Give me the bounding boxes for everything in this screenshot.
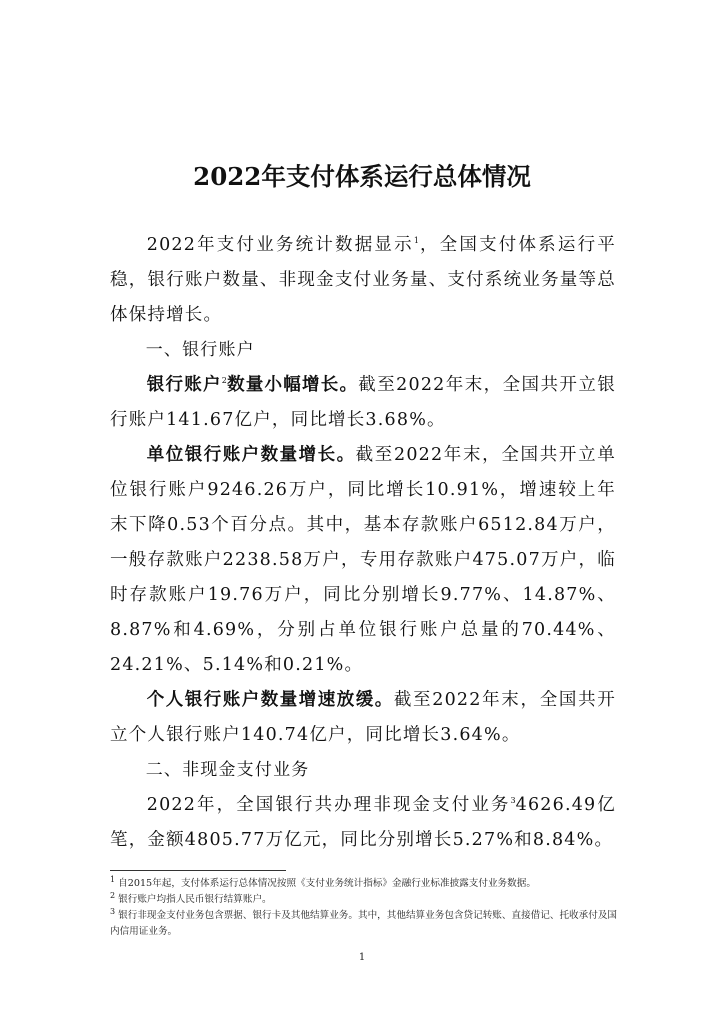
- paragraph-lead: 个人银行账户数量增速放缓。: [146, 690, 394, 710]
- footnote-text: 自2015年起，支付体系运行总体情况按照《支付业务统计指标》金融行业标准披露支付业务数据。: [118, 878, 536, 889]
- footnote-text: 银行非现金支付业务包含票据、银行卡及其他结算业务。其中，其他结算业务包含贷记转账、直接借记、托收承付及国内信用证业务。: [110, 910, 618, 937]
- paragraph-text: 截至2022年末，全国共开立银行账户141.67亿户，同比增长3.68%。: [110, 375, 616, 430]
- paragraph-text: 截至2022年末，全国共开立单位银行账户9246.26万户，同比增长10.91%，增速较上年末下降0.53个百分点。其中，基本存款账户6512.84万户，一般存款账户2238.58万户，专用存款账户475.07万户，临时存款账户19.76万户，同比分别增长9.77%、14.87%、8.87%和4.69%，分别占单位银行账户总量的70.44%、24.21%、5.14%和0.21%。: [110, 445, 616, 675]
- footnote-ref-2[interactable]: 2: [221, 376, 227, 386]
- paragraph-non-cash-payments: [110, 788, 616, 858]
- section-heading-non-cash-payments: 二、非现金支付业务: [145, 760, 310, 780]
- footnote-number: 2: [110, 890, 116, 900]
- paragraph-intro: [110, 228, 616, 333]
- paragraph-text: 2022年，全国银行共办理非现金支付业务: [146, 795, 511, 815]
- paragraph-unit-accounts: [110, 438, 616, 683]
- paragraph-lead: 数量小幅增长。: [226, 375, 359, 395]
- paragraph-text: 4626.49亿笔，金额4805.77万亿元，同比分别增长5.27%和8.84%。: [110, 795, 616, 850]
- page-number: 1: [358, 952, 366, 963]
- paragraph-text: 截至2022年末，全国共开立个人银行账户140.74亿户，同比增长3.64%。: [110, 690, 617, 745]
- footnote-divider: [110, 870, 286, 871]
- footnote-text: 银行账户均指人民币银行结算账户。: [118, 894, 272, 905]
- section-heading-bank-accounts: 一、银行账户: [145, 340, 255, 360]
- paragraph-text: 2022年支付业务统计数据显示: [146, 235, 414, 255]
- footnote-2: [110, 892, 620, 908]
- footnote-3: [110, 908, 620, 940]
- paragraph-personal-accounts: [110, 683, 616, 753]
- footnote-number: 1: [110, 874, 116, 884]
- document-body: [110, 228, 616, 858]
- footnote-ref-1[interactable]: 1: [413, 236, 419, 246]
- paragraph-lead: 银行账户: [146, 375, 222, 395]
- footnote-ref-3[interactable]: 3: [510, 796, 516, 806]
- footnotes: [110, 876, 620, 940]
- paragraph-lead: 单位银行账户数量增长。: [146, 445, 356, 465]
- footnote-1: [110, 876, 620, 892]
- paragraph-text: ，全国支付体系运行平稳，银行账户数量、非现金支付业务量、支付系统业务量等总体保持增长。: [110, 235, 617, 325]
- document-title: 2022年支付体系运行总体情况: [193, 162, 531, 191]
- footnote-number: 3: [110, 906, 116, 916]
- paragraph-bank-accounts: [110, 368, 616, 438]
